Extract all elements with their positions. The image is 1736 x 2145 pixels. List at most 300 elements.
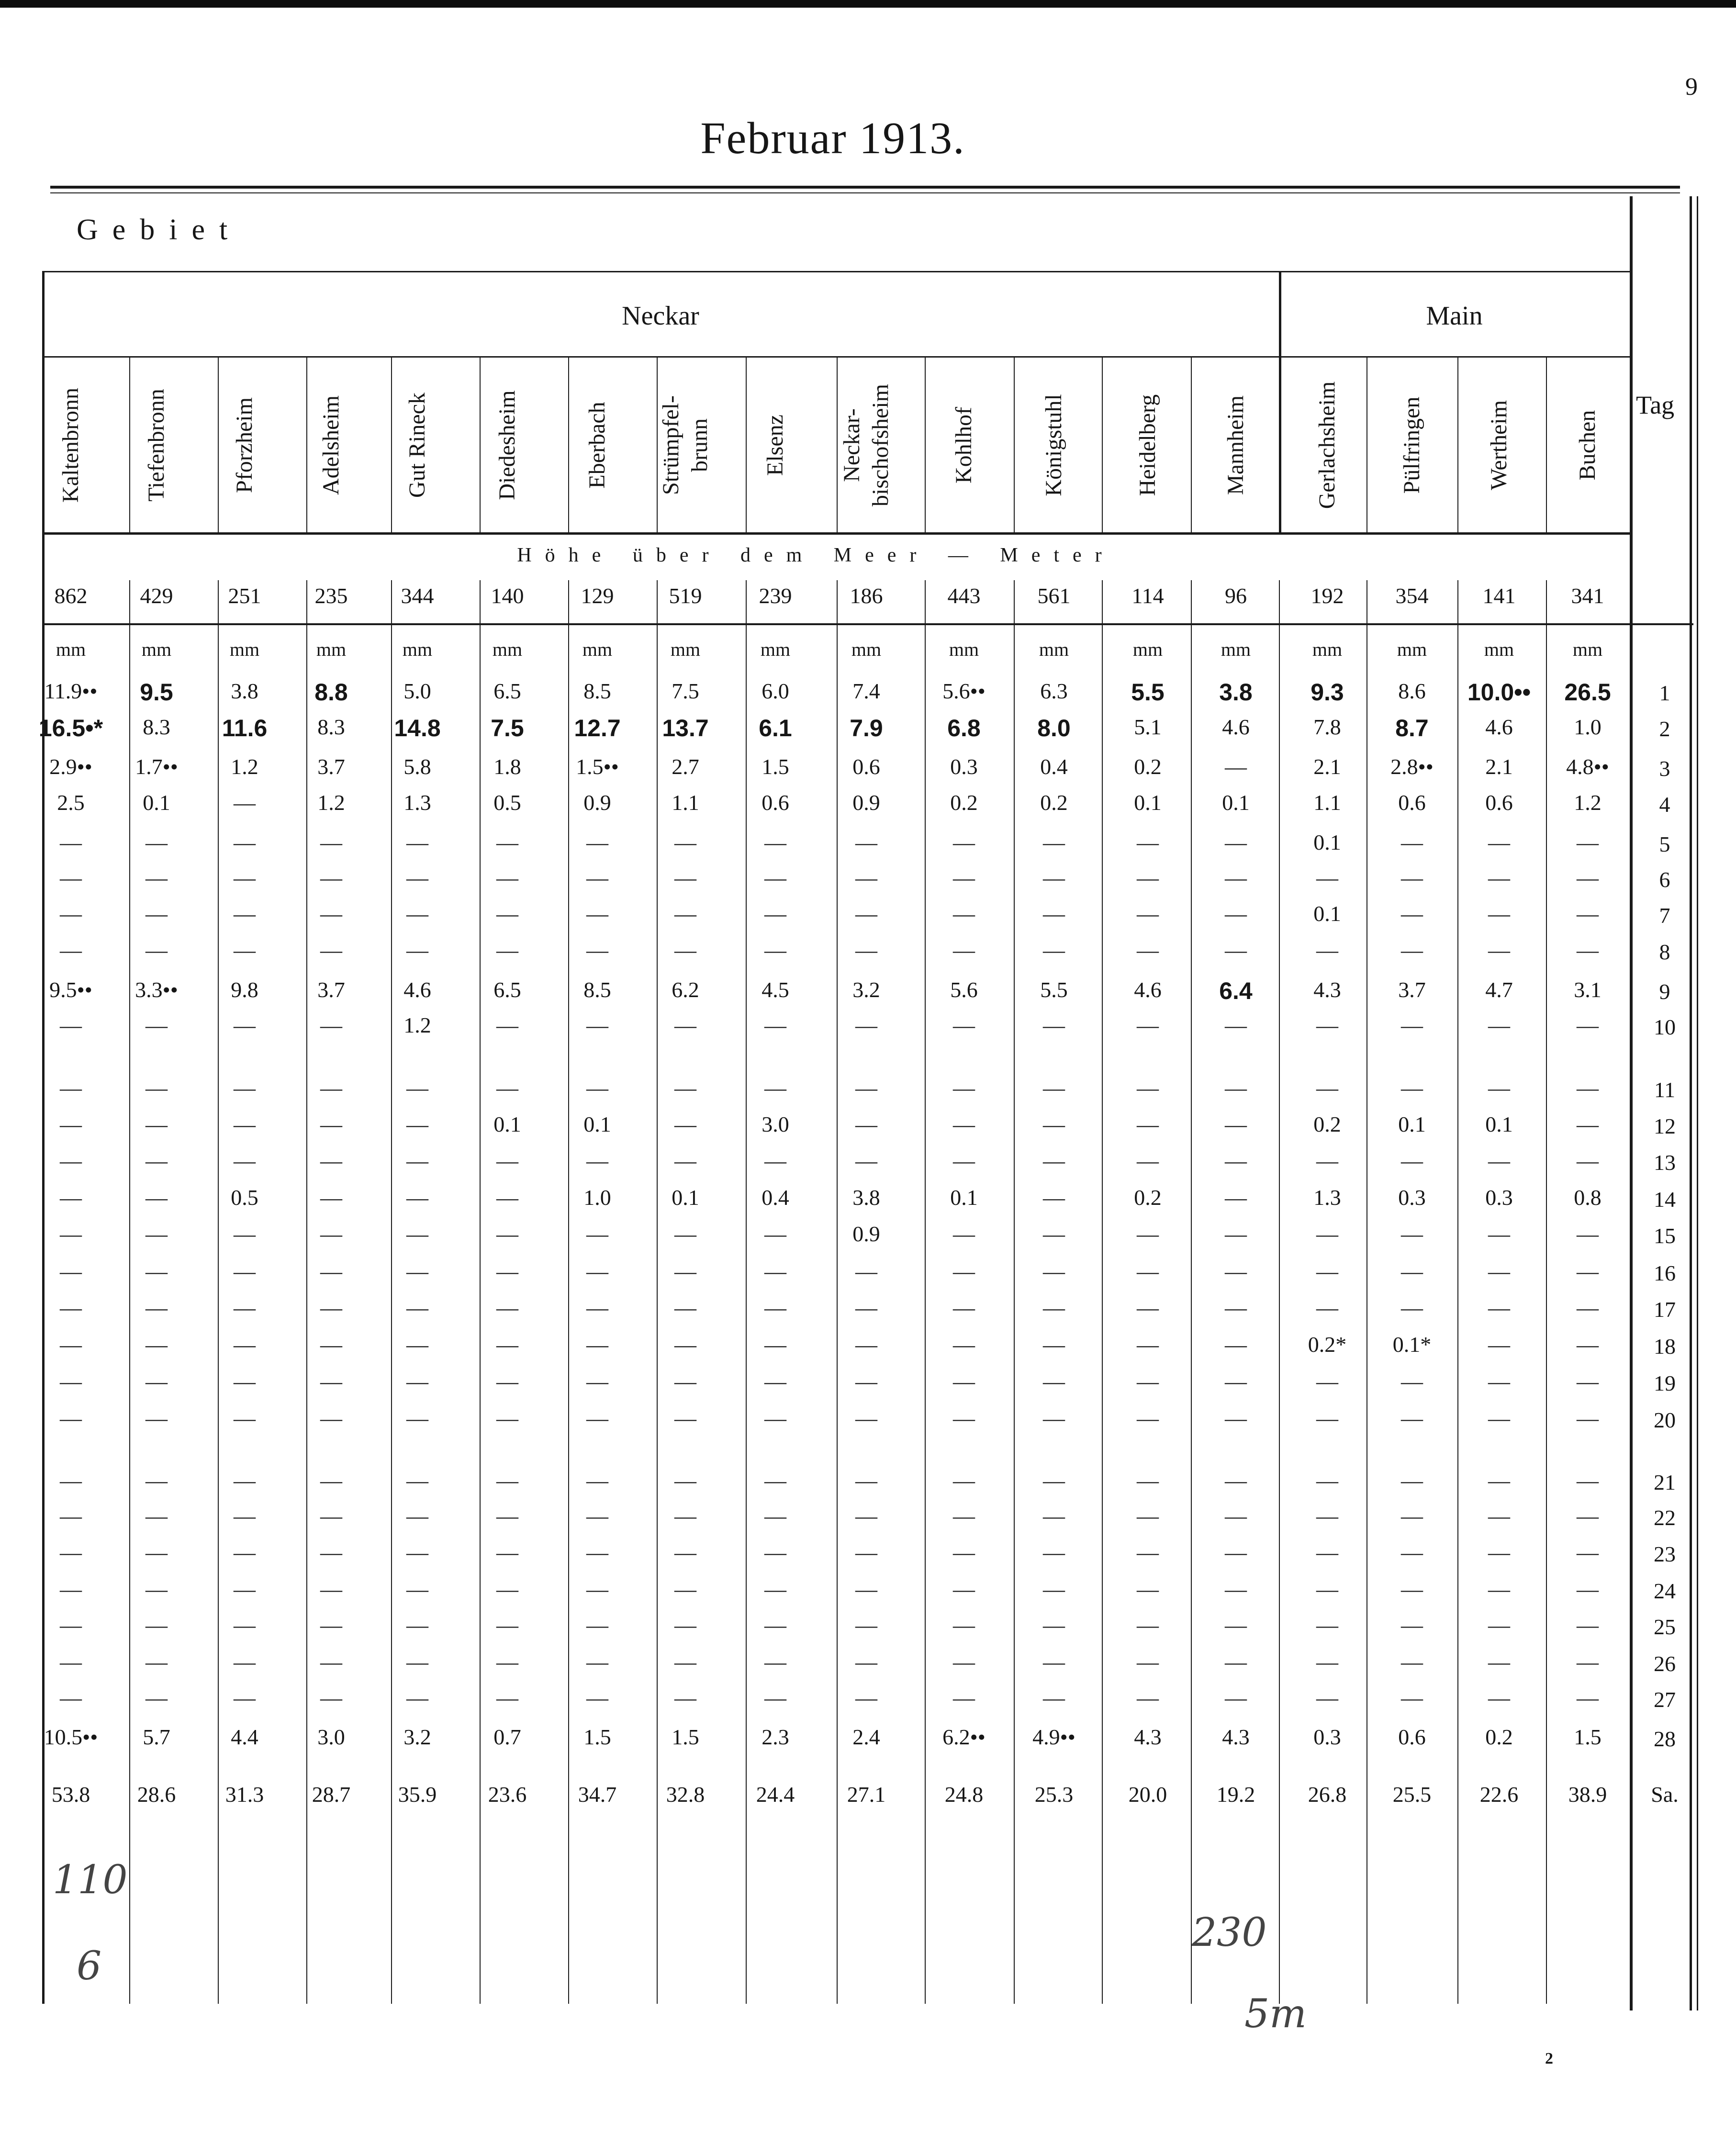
table-cell: — — [1316, 1148, 1338, 1173]
table-cell: — — [60, 1295, 82, 1320]
table-cell: — — [320, 1685, 342, 1710]
table-cell: — — [60, 1013, 82, 1037]
table-cell: — — [1043, 1650, 1065, 1674]
table-cell: 1.2 — [317, 790, 345, 815]
table-cell: — — [764, 1577, 786, 1601]
table-cell: — — [146, 1577, 168, 1601]
sum-cell: 31.3 — [225, 1782, 264, 1807]
table-cell: 1.1 — [1313, 790, 1341, 815]
table-cell: — — [146, 1650, 168, 1674]
table-cell: — — [674, 1540, 696, 1564]
table-cell: 4.3 — [1134, 1725, 1162, 1749]
table-cell: — — [1488, 1685, 1510, 1710]
table-cell: — — [320, 1468, 342, 1493]
table-cell: — — [674, 1468, 696, 1493]
table-cell: — — [1225, 1406, 1247, 1430]
table-cell: — — [1316, 938, 1338, 962]
table-cell: — — [234, 790, 256, 815]
table-cell: — — [674, 1076, 696, 1100]
table-cell: 0.1 — [672, 1185, 699, 1210]
table-cell: — — [496, 1369, 518, 1393]
table-cell: — — [1401, 1613, 1423, 1637]
table-cell: — — [1043, 1013, 1065, 1037]
table-cell: — — [1316, 1406, 1338, 1430]
table-cell: — — [60, 1504, 82, 1528]
table-cell: — — [406, 1148, 428, 1173]
day-number: 3 — [1659, 756, 1670, 781]
sum-cell: 35.9 — [398, 1782, 437, 1807]
station-elevation: 429 — [140, 584, 173, 608]
table-cell: — — [1488, 865, 1510, 890]
table-cell: 4.6 — [1222, 715, 1250, 739]
table-cell: — — [764, 1685, 786, 1710]
table-cell: — — [406, 901, 428, 926]
table-cell: 1.0 — [1574, 715, 1602, 739]
table-cell: 11.9•• — [44, 679, 98, 703]
station-name: Neckar- bischofsheim — [839, 384, 893, 506]
table-cell: 0.1 — [493, 1112, 521, 1136]
table-cell: — — [764, 1148, 786, 1173]
table-cell: — — [1043, 1504, 1065, 1528]
page-top-border — [0, 0, 1736, 8]
table-cell: 0.1 — [583, 1112, 611, 1136]
table-cell: 9.3 — [1310, 679, 1344, 706]
table-cell: 9.8 — [231, 977, 258, 1002]
table-cell: — — [1488, 1613, 1510, 1637]
region-label: Gebiet — [77, 213, 242, 246]
station-name: Gut Rineck — [404, 393, 430, 498]
table-cell: 0.5 — [231, 1185, 258, 1210]
table-cell: — — [674, 1295, 696, 1320]
table-cell: 2.1 — [1485, 754, 1513, 779]
table-cell: — — [1225, 1504, 1247, 1528]
table-cell: — — [1577, 1295, 1599, 1320]
table-cell: — — [674, 1504, 696, 1528]
table-cell: 6.0 — [762, 679, 789, 703]
table-cell: — — [146, 1013, 168, 1037]
table-cell: — — [234, 938, 256, 962]
table-cell: — — [674, 938, 696, 962]
table-cell: — — [953, 1650, 975, 1674]
table-cell: — — [953, 1222, 975, 1246]
table-cell: — — [855, 1076, 877, 1100]
table-cell: 0.6 — [1485, 790, 1513, 815]
table-cell: — — [764, 1504, 786, 1528]
table-cell: — — [953, 1332, 975, 1357]
table-cell: 0.4 — [1040, 754, 1068, 779]
table-cell: — — [674, 1577, 696, 1601]
table-cell: — — [1316, 1504, 1338, 1528]
table-cell: 1.2 — [231, 754, 258, 779]
table-cell: 2.3 — [762, 1725, 789, 1749]
table-cell: — — [1137, 1650, 1159, 1674]
table-cell: — — [406, 1406, 428, 1430]
table-cell: 4.4 — [231, 1725, 258, 1749]
table-cell: — — [855, 865, 877, 890]
table-cell: — — [764, 830, 786, 854]
day-number: 25 — [1654, 1615, 1676, 1639]
table-cell: — — [60, 1613, 82, 1637]
table-cell: — — [1043, 865, 1065, 890]
column-separator — [218, 358, 219, 532]
table-cell: — — [1225, 1369, 1247, 1393]
table-cell: — — [855, 1148, 877, 1173]
table-cell: — — [586, 1259, 608, 1283]
table-cell: — — [953, 938, 975, 962]
table-cell: — — [146, 1504, 168, 1528]
day-number: 16 — [1654, 1261, 1676, 1285]
table-cell: 9.5 — [140, 679, 173, 706]
table-cell: 0.2* — [1308, 1332, 1347, 1357]
table-cell: — — [674, 1222, 696, 1246]
table-cell: — — [406, 938, 428, 962]
table-cell: — — [1225, 865, 1247, 890]
sum-cell: 24.4 — [756, 1782, 795, 1807]
table-cell: — — [320, 830, 342, 854]
table-cell: — — [953, 1504, 975, 1528]
table-cell: — — [1401, 1259, 1423, 1283]
table-cell: 3.3•• — [135, 977, 178, 1002]
column-separator — [1279, 580, 1280, 623]
table-cell: — — [1225, 830, 1247, 854]
table-cell: 3.7 — [317, 977, 345, 1002]
table-cell: 7.9 — [850, 715, 883, 741]
station-elevation: 140 — [491, 584, 524, 608]
table-cell: — — [496, 1650, 518, 1674]
table-cell: 2.4 — [852, 1725, 880, 1749]
table-cell: — — [1043, 1295, 1065, 1320]
day-number: 14 — [1654, 1187, 1676, 1212]
table-cell: — — [1316, 1222, 1338, 1246]
table-cell: — — [496, 1222, 518, 1246]
sum-cell: 19.2 — [1216, 1782, 1255, 1807]
table-cell: — — [1043, 1185, 1065, 1210]
table-cell: — — [60, 901, 82, 926]
table-cell: 1.2 — [1574, 790, 1602, 815]
table-cell: — — [234, 1332, 256, 1357]
table-cell: 0.3 — [1398, 1185, 1426, 1210]
table-cell: — — [855, 1685, 877, 1710]
day-number: 4 — [1659, 792, 1670, 817]
table-cell: — — [1488, 1295, 1510, 1320]
table-cell: — — [953, 865, 975, 890]
table-top-rule-thin — [50, 192, 1680, 193]
sum-cell: 23.6 — [488, 1782, 527, 1807]
day-number: 28 — [1654, 1727, 1676, 1751]
table-cell: 5.5 — [1040, 977, 1068, 1002]
table-cell: — — [1225, 1112, 1247, 1136]
footer-mark: 2 — [1545, 2050, 1553, 2067]
table-cell: — — [1577, 1259, 1599, 1283]
table-cell: — — [146, 1222, 168, 1246]
table-cell: — — [234, 830, 256, 854]
table-cell: — — [146, 830, 168, 854]
table-cell: 5.7 — [143, 1725, 170, 1749]
table-cell: — — [406, 1369, 428, 1393]
table-cell: — — [1137, 1076, 1159, 1100]
table-cell: — — [953, 1406, 975, 1430]
column-separator — [1014, 358, 1015, 532]
unit-label: mm — [141, 639, 172, 660]
table-cell: — — [1316, 1259, 1338, 1283]
table-cell: 0.5 — [493, 790, 521, 815]
table-cell: 12.7 — [574, 715, 621, 741]
table-cell: — — [1225, 1613, 1247, 1637]
table-cell: 5.6•• — [942, 679, 986, 703]
day-number: 20 — [1654, 1408, 1676, 1432]
table-cell: 3.0 — [317, 1725, 345, 1749]
table-cell: — — [586, 1148, 608, 1173]
table-cell: — — [1577, 1076, 1599, 1100]
table-cell: 8.3 — [143, 715, 170, 739]
table-cell: — — [764, 1222, 786, 1246]
table-cell: — — [1577, 1406, 1599, 1430]
table-cell: 0.9 — [583, 790, 611, 815]
table-cell: — — [496, 938, 518, 962]
table-cell: — — [1577, 865, 1599, 890]
table-cell: — — [855, 1540, 877, 1564]
table-cell: — — [1488, 1504, 1510, 1528]
table-cell: — — [764, 1613, 786, 1637]
table-cell: — — [855, 938, 877, 962]
page-title: Februar 1913. — [700, 113, 965, 163]
table-cell: — — [586, 1685, 608, 1710]
table-cell: 6.5 — [493, 977, 521, 1002]
column-separator — [129, 358, 130, 532]
table-cell: — — [1316, 1295, 1338, 1320]
table-cell: — — [60, 1148, 82, 1173]
table-cell: — — [234, 1468, 256, 1493]
column-separator — [1102, 358, 1103, 532]
table-cell: — — [60, 1076, 82, 1100]
table-cell: — — [855, 1332, 877, 1357]
table-cell: — — [1577, 1685, 1599, 1710]
table-cell: 0.2 — [1134, 1185, 1162, 1210]
sum-cell: 25.3 — [1034, 1782, 1074, 1807]
table-cell: 5.0 — [403, 679, 431, 703]
table-cell: — — [234, 901, 256, 926]
table-cell: — — [1401, 901, 1423, 926]
table-cell: — — [320, 1222, 342, 1246]
station-name: Tiefenbronn — [144, 389, 169, 502]
table-cell: — — [60, 938, 82, 962]
table-cell: 4.3 — [1222, 1725, 1250, 1749]
table-cell: 4.9•• — [1032, 1725, 1075, 1749]
table-cell: — — [764, 1540, 786, 1564]
table-cell: — — [1137, 1332, 1159, 1357]
table-cell: — — [1225, 901, 1247, 926]
table-cell: — — [1488, 1540, 1510, 1564]
table-cell: — — [1043, 1332, 1065, 1357]
table-cell: — — [586, 1504, 608, 1528]
table-cell: — — [60, 1369, 82, 1393]
sum-cell: 53.8 — [51, 1782, 90, 1807]
table-cell: — — [953, 1468, 975, 1493]
gebiet-bottom-rule — [42, 271, 1632, 272]
day-number: 8 — [1659, 940, 1670, 964]
table-cell: — — [496, 1295, 518, 1320]
table-cell: — — [586, 1406, 608, 1430]
table-cell: — — [1137, 1577, 1159, 1601]
table-cell: — — [1225, 1148, 1247, 1173]
table-cell: — — [60, 1259, 82, 1283]
table-cell: — — [320, 1112, 342, 1136]
table-cell: — — [60, 830, 82, 854]
day-number: 22 — [1654, 1505, 1676, 1530]
table-cell: — — [1488, 1013, 1510, 1037]
table-cell: — — [146, 901, 168, 926]
table-cell: — — [953, 1148, 975, 1173]
table-cell: 9.5•• — [49, 977, 92, 1002]
table-cell: 1.5 — [1574, 1725, 1602, 1749]
day-number: 10 — [1654, 1015, 1676, 1039]
unit-label: mm — [1221, 639, 1251, 660]
table-cell: 0.3 — [1485, 1185, 1513, 1210]
table-cell: — — [1137, 1148, 1159, 1173]
table-cell: — — [1043, 1577, 1065, 1601]
table-cell: — — [146, 1468, 168, 1493]
table-cell: 8.5 — [583, 679, 611, 703]
table-cell: — — [406, 1112, 428, 1136]
table-cell: — — [234, 1650, 256, 1674]
handwritten-note-left: 110 — [53, 1857, 128, 1903]
table-cell: — — [674, 1112, 696, 1136]
table-cell: — — [1316, 865, 1338, 890]
table-cell: 0.6 — [852, 754, 880, 779]
table-cell: 8.6 — [1398, 679, 1426, 703]
table-cell: — — [496, 901, 518, 926]
table-cell: — — [320, 1332, 342, 1357]
table-cell: — — [1401, 1540, 1423, 1564]
table-cell: — — [1488, 1259, 1510, 1283]
day-number: 19 — [1654, 1371, 1676, 1395]
table-cell: 6.8 — [947, 715, 981, 741]
table-cell: — — [1137, 865, 1159, 890]
table-cell: — — [146, 1613, 168, 1637]
table-cell: — — [764, 1076, 786, 1100]
day-number: 12 — [1654, 1114, 1676, 1138]
table-cell: — — [1043, 938, 1065, 962]
column-separator — [1457, 358, 1458, 532]
table-cell: 5.1 — [1134, 715, 1162, 739]
table-cell: — — [1043, 1148, 1065, 1173]
table-cell: — — [406, 1504, 428, 1528]
table-cell: — — [406, 1259, 428, 1283]
table-cell: — — [406, 1540, 428, 1564]
table-cell: — — [406, 1076, 428, 1100]
station-name: Kaltenbronn — [58, 388, 83, 503]
day-number: 5 — [1659, 832, 1670, 856]
group-label-neckar: Neckar — [622, 301, 699, 331]
station-name: Kohlhof — [951, 407, 976, 483]
table-cell: — — [406, 1295, 428, 1320]
table-cell: — — [586, 1468, 608, 1493]
table-cell: 0.1 — [143, 790, 170, 815]
table-cell: 2.8•• — [1390, 754, 1434, 779]
sum-cell: 26.8 — [1308, 1782, 1347, 1807]
table-cell: — — [234, 1369, 256, 1393]
table-cell: — — [320, 1504, 342, 1528]
column-separator — [568, 358, 569, 532]
table-cell: 6.2•• — [942, 1725, 986, 1749]
day-number: 24 — [1654, 1579, 1676, 1603]
table-cell: — — [234, 1613, 256, 1637]
table-cell: — — [1137, 1295, 1159, 1320]
table-cell: — — [496, 1468, 518, 1493]
unit-label: mm — [1132, 639, 1163, 660]
table-cell: — — [1137, 830, 1159, 854]
column-separator — [925, 358, 926, 532]
station-name: Strümpfel- brunn — [658, 395, 712, 495]
sum-cell: 38.9 — [1568, 1782, 1607, 1807]
table-cell: — — [320, 901, 342, 926]
table-cell: 3.1 — [1574, 977, 1602, 1002]
station-elevation: 862 — [54, 584, 88, 608]
table-cell: — — [953, 901, 975, 926]
table-cell: — — [953, 1369, 975, 1393]
unit-label: mm — [1484, 639, 1514, 660]
table-cell: — — [764, 1332, 786, 1357]
table-cell: — — [1137, 938, 1159, 962]
table-cell: — — [953, 1685, 975, 1710]
day-number: 21 — [1654, 1470, 1676, 1494]
table-cell: — — [1043, 1613, 1065, 1637]
table-cell: — — [953, 1577, 975, 1601]
day-number: 17 — [1654, 1297, 1676, 1322]
day-number: 11 — [1654, 1078, 1676, 1102]
table-cell: — — [1137, 1013, 1159, 1037]
station-name: Wertheim — [1486, 400, 1512, 491]
table-cell: — — [234, 1295, 256, 1320]
table-cell: — — [764, 865, 786, 890]
table-cell: — — [1577, 1613, 1599, 1637]
unit-label: mm — [949, 639, 979, 660]
table-cell: — — [1225, 1540, 1247, 1564]
handwritten-note-right: 5m — [1244, 1991, 1307, 2037]
table-cell: — — [1043, 1222, 1065, 1246]
table-cell: — — [496, 830, 518, 854]
table-cell: 0.1 — [1398, 1112, 1426, 1136]
table-cell: — — [146, 1369, 168, 1393]
table-cell: 1.0 — [583, 1185, 611, 1210]
table-cell: — — [764, 901, 786, 926]
table-cell: — — [234, 1013, 256, 1037]
table-cell: 1.5 — [672, 1725, 699, 1749]
table-cell: — — [1225, 1076, 1247, 1100]
table-cell: 6.3 — [1040, 679, 1068, 703]
table-cell: 0.2 — [1040, 790, 1068, 815]
column-separator — [1366, 358, 1367, 532]
table-cell: — — [496, 1148, 518, 1173]
table-cell: 3.2 — [852, 977, 880, 1002]
table-cell: — — [1577, 1540, 1599, 1564]
table-cell: — — [1577, 1468, 1599, 1493]
table-cell: — — [855, 1259, 877, 1283]
table-cell: — — [1577, 1013, 1599, 1037]
table-cell: — — [1316, 1076, 1338, 1100]
table-cell: — — [1488, 1222, 1510, 1246]
table-cell: — — [1137, 1369, 1159, 1393]
table-cell: — — [764, 1013, 786, 1037]
table-cell: — — [496, 1685, 518, 1710]
table-cell: — — [1316, 1369, 1338, 1393]
table-cell: 1.8 — [493, 754, 521, 779]
table-cell: — — [764, 1259, 786, 1283]
table-cell: — — [1488, 1650, 1510, 1674]
table-cell: — — [1577, 1222, 1599, 1246]
table-cell: — — [764, 938, 786, 962]
table-cell: — — [953, 1540, 975, 1564]
